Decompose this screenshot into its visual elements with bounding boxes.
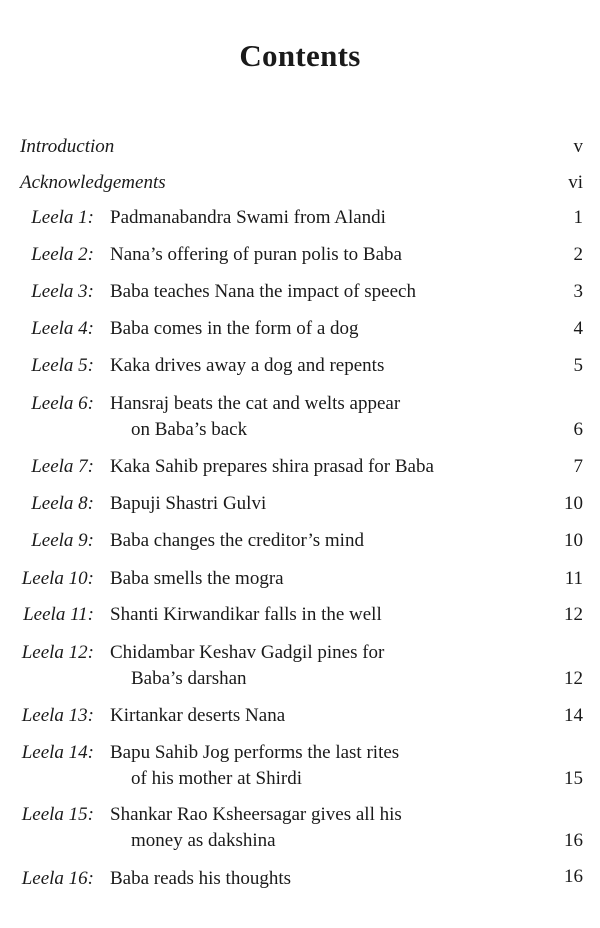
toc-entry-title: Baba smells the mogra: [110, 568, 284, 589]
toc-entry-title: Bapu Sahib Jog performs the last rites of his mother at Shirdi: [110, 740, 399, 792]
toc-page-number: vi: [568, 172, 583, 193]
toc-entry-title: Kaka drives away a dog and repents: [110, 355, 385, 376]
toc-page-number: v: [573, 136, 583, 157]
toc-entry-label: Leela 3:: [31, 281, 94, 302]
toc-entry-label: Acknowledgements: [20, 172, 166, 193]
toc-entry-label: Leela 9:: [31, 530, 94, 551]
toc-page-number: 10: [564, 493, 583, 514]
toc-entry-title: Bapuji Shastri Gulvi: [110, 493, 267, 514]
toc-entry-title: Shanti Kirwandikar falls in the well: [110, 604, 382, 625]
toc-entry-label: Leela 16:: [21, 868, 94, 889]
toc-page-number: 4: [573, 318, 583, 339]
toc-entry-label: Introduction: [20, 136, 115, 157]
toc-entry-title: Nana’s offering of puran polis to Baba: [110, 244, 402, 265]
toc-entry-title: Chidambar Keshav Gadgil pines for Baba’s darshan: [110, 640, 384, 692]
toc-entry-label: Leela 10:: [21, 568, 94, 589]
toc-entry-title: Baba changes the creditor’s mind: [110, 530, 364, 551]
toc-entry-label: Leela 1:: [31, 207, 94, 228]
toc-entry-title: Shankar Rao Ksheersagar gives all his money as dakshina: [110, 802, 402, 854]
toc-entry-title: Kaka Sahib prepares shira prasad for Baba: [110, 456, 434, 477]
toc-entry-title: Baba comes in the form of a dog: [110, 318, 359, 339]
toc-page-number: 3: [573, 281, 583, 302]
toc-entry-title: Baba reads his thoughts: [110, 868, 292, 889]
toc-page-number: 1: [573, 207, 583, 228]
toc-page-number: 12: [564, 604, 583, 625]
toc-entry-title: Kirtankar deserts Nana: [110, 705, 286, 726]
toc-entry-title: Padmanabandra Swami from Alandi: [110, 207, 386, 228]
toc-page-number: 16: [564, 830, 583, 851]
toc-entry-label: Leela 15:: [21, 804, 94, 825]
toc-page-number: 10: [564, 530, 583, 551]
toc-entry-label: Leela 11:: [23, 604, 94, 625]
toc-entry-title: Hansraj beats the cat and welts appear on Baba’s back: [110, 391, 400, 443]
toc-entry-title-continued: Baba’s darshan: [131, 668, 247, 689]
toc-page-number: 12: [564, 668, 583, 689]
toc-entry-label: Leela 8:: [31, 493, 94, 514]
toc-entry-title-continued: of his mother at Shirdi: [131, 768, 302, 789]
toc-page-number: 7: [573, 456, 583, 477]
toc-page-number: 5: [573, 355, 583, 376]
toc-entry-label: Leela 7:: [31, 456, 94, 477]
toc-entry-label: Leela 12:: [21, 642, 94, 663]
toc-entry-label: Leela 14:: [21, 742, 94, 763]
toc-page-number: 2: [573, 244, 583, 265]
toc-page-number: 6: [573, 419, 583, 440]
toc-entry-title: Baba teaches Nana the impact of speech: [110, 281, 416, 302]
toc-page-number: 15: [564, 768, 583, 789]
toc-entry-label: Leela 2:: [31, 244, 94, 265]
toc-entry-title-continued: on Baba’s back: [131, 419, 248, 440]
toc-entry-label: Leela 6:: [31, 393, 94, 414]
toc-entry-title-continued: money as dakshina: [131, 830, 276, 851]
toc-page-number: 16: [564, 866, 583, 887]
toc-entry-label: Leela 4:: [31, 318, 94, 339]
toc-page-number: 14: [564, 705, 583, 726]
page-title: Contents: [239, 38, 361, 73]
toc-entry-label: Leela 13:: [21, 705, 94, 726]
toc-page-number: 11: [564, 568, 583, 589]
toc-entry-label: Leela 5:: [31, 355, 94, 376]
